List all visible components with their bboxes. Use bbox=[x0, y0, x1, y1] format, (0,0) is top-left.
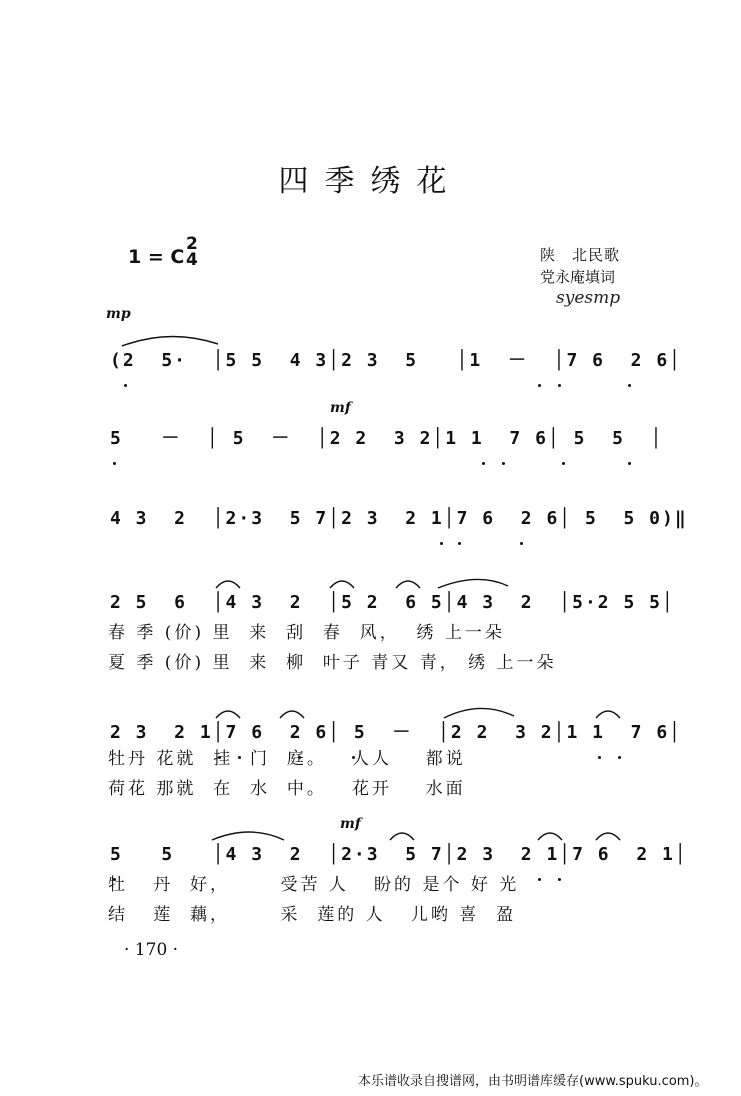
notation-line: 2 5 6 │4 3 2 │5 2 6 5│4 3 2 │5·2 5 5│ bbox=[110, 592, 675, 613]
low-dot bbox=[628, 462, 631, 465]
notation-line: 2 3 2 1│7 6 2 6│ 5 － │2 2 3 2│1 1 7 6│ bbox=[110, 722, 682, 743]
low-dot bbox=[440, 542, 443, 545]
score-system-2 bbox=[100, 424, 664, 516]
slur-marks bbox=[100, 346, 682, 386]
dynamic-mp: mp bbox=[106, 306, 131, 322]
score-system-3 bbox=[100, 504, 688, 596]
low-dot bbox=[538, 384, 541, 387]
low-dot bbox=[482, 462, 485, 465]
score-system-6 bbox=[100, 840, 688, 932]
score-system-5 bbox=[100, 718, 682, 810]
notation-line: (2 5· │5 5 4 3│2 3 5 │1 － │7 6 2 6│ bbox=[110, 350, 682, 371]
key-signature: 1 = C bbox=[128, 246, 185, 268]
credit-origin: 陕 北民歌 bbox=[540, 246, 621, 264]
lyric-verse-1: 牡丹 花就 挂 门 庭。 人人 都说 bbox=[108, 749, 466, 769]
low-dot bbox=[628, 384, 631, 387]
signature: syesmp bbox=[556, 288, 621, 308]
time-signature-top: 2 bbox=[186, 234, 198, 254]
score-system-4 bbox=[100, 588, 675, 680]
lyric-verse-2: 荷花 那就 在 水 中。 花开 水面 bbox=[108, 779, 466, 799]
low-dot bbox=[458, 542, 461, 545]
lyric-verse-1: 春 季 (价) 里 来 刮 春 风， 绣 上一朵 bbox=[108, 623, 505, 643]
low-dot bbox=[562, 462, 565, 465]
dynamic-mf-2: mf bbox=[340, 816, 361, 832]
page-number: · 170 · bbox=[124, 940, 179, 960]
time-signature-bottom: 4 bbox=[186, 250, 198, 270]
notation-line: 5 5 │4 3 2 │2·3 5 7│2 3 2 1│7 6 2 1│ bbox=[110, 844, 688, 865]
dynamic-mf-1: mf bbox=[330, 400, 351, 416]
low-dot bbox=[502, 462, 505, 465]
time-signature bbox=[186, 236, 198, 268]
low-dot bbox=[124, 384, 127, 387]
low-dot bbox=[520, 542, 523, 545]
low-dot bbox=[558, 384, 561, 387]
notation-line: 5 － │ 5 － │2 2 3 2│1 1 7 6│ 5 5 │ bbox=[110, 428, 664, 449]
credit-lyricist: 党永庵填词 bbox=[540, 268, 616, 286]
lyric-verse-1: 牡 丹 好， 受苦 人 盼的 是个 好 光 bbox=[108, 875, 520, 895]
lyric-verse-2: 夏 季 (价) 里 来 柳 叶子 青又 青， 绣 上一朵 bbox=[108, 653, 557, 673]
low-dot bbox=[113, 462, 116, 465]
page-title: 四季绣花 bbox=[278, 164, 463, 199]
notation-line: 4 3 2 │2·3 5 7│2 3 2 1│7 6 2 6│ 5 5 0)‖ bbox=[110, 508, 688, 529]
watermark-text: 本乐谱收录自搜谱网，由书明谱库缓存(www.spuku.com)。 bbox=[358, 1074, 708, 1089]
lyric-verse-2: 结 莲 藕， 采 莲的 人 儿哟 喜 盈 bbox=[108, 905, 517, 925]
